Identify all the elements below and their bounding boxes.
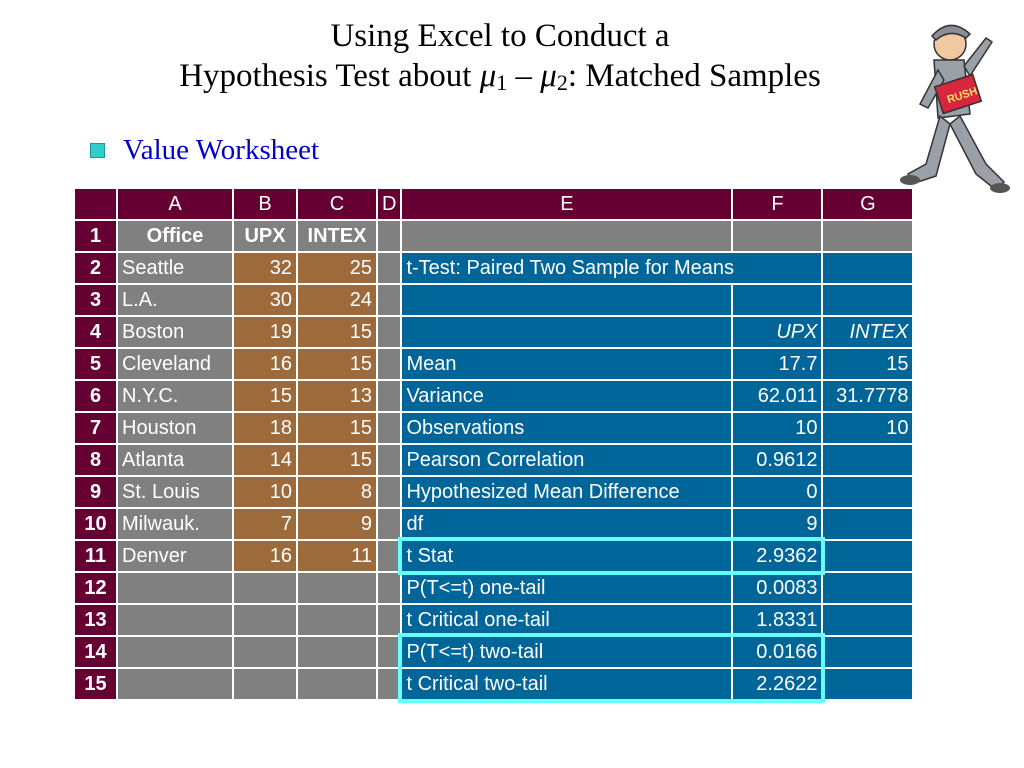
cell-f[interactable] bbox=[733, 285, 821, 315]
row-header[interactable]: 6 bbox=[75, 381, 116, 411]
cell-e[interactable]: t Stat bbox=[402, 541, 731, 571]
cell-g[interactable] bbox=[823, 253, 912, 283]
cell-f[interactable]: 9 bbox=[733, 509, 821, 539]
cell-e[interactable] bbox=[402, 285, 731, 315]
cell-g[interactable]: 31.7778 bbox=[823, 381, 912, 411]
cell-g[interactable]: 10 bbox=[823, 413, 912, 443]
cell-g[interactable] bbox=[823, 669, 912, 699]
row-header[interactable]: 9 bbox=[75, 477, 116, 507]
cell-intex[interactable]: 15 bbox=[298, 413, 376, 443]
cell-office[interactable] bbox=[118, 637, 232, 667]
mu-symbol-1: μ bbox=[479, 58, 497, 94]
bullet-text: Value Worksheet bbox=[123, 133, 320, 166]
cell-f[interactable]: 17.7 bbox=[733, 349, 821, 379]
worksheet-grid bbox=[73, 187, 914, 701]
corner-cell[interactable] bbox=[75, 189, 116, 219]
cell-d[interactable] bbox=[378, 285, 400, 315]
table-row bbox=[75, 445, 912, 475]
cell-intex[interactable] bbox=[298, 669, 376, 699]
cell-g[interactable] bbox=[823, 285, 912, 315]
cell-office[interactable] bbox=[118, 573, 232, 603]
cell-intex[interactable] bbox=[298, 605, 376, 635]
square-bullet-icon bbox=[90, 143, 105, 158]
cell-upx[interactable] bbox=[234, 605, 296, 635]
cell-d[interactable] bbox=[378, 317, 400, 347]
cell-d[interactable] bbox=[378, 509, 400, 539]
cell-g[interactable] bbox=[823, 573, 912, 603]
slide-title bbox=[0, 16, 1000, 96]
subscript-2: 2 bbox=[556, 70, 568, 95]
bullet-item bbox=[90, 132, 319, 168]
cell-e[interactable]: Observations bbox=[402, 413, 731, 443]
cell-upx[interactable]: UPX bbox=[234, 221, 296, 251]
table-row bbox=[75, 317, 912, 347]
cell-upx[interactable]: 7 bbox=[234, 509, 296, 539]
cell-e[interactable]: Hypothesized Mean Difference bbox=[402, 477, 731, 507]
cell-intex[interactable] bbox=[298, 637, 376, 667]
cell-d[interactable] bbox=[378, 445, 400, 475]
cell-upx[interactable] bbox=[234, 669, 296, 699]
cell-intex[interactable]: 9 bbox=[298, 509, 376, 539]
cell-office[interactable]: N.Y.C. bbox=[118, 381, 232, 411]
cell-e[interactable]: Variance bbox=[402, 381, 731, 411]
table-row bbox=[75, 477, 912, 507]
cell-office[interactable]: Boston bbox=[118, 317, 232, 347]
row-header[interactable]: 13 bbox=[75, 605, 116, 635]
title-line-2-prefix: Hypothesis Test about bbox=[179, 58, 480, 94]
column-header-row bbox=[75, 189, 912, 219]
cell-office[interactable]: Atlanta bbox=[118, 445, 232, 475]
cell-intex[interactable]: INTEX bbox=[298, 221, 376, 251]
table-row bbox=[75, 509, 912, 539]
cell-f[interactable]: 10 bbox=[733, 413, 821, 443]
row-header[interactable]: 11 bbox=[75, 541, 116, 571]
cell-office[interactable]: Houston bbox=[118, 413, 232, 443]
table-row bbox=[75, 221, 912, 251]
minus-sign: – bbox=[507, 58, 541, 94]
cell-intex[interactable]: 15 bbox=[298, 445, 376, 475]
cell-d[interactable] bbox=[378, 477, 400, 507]
title-line-2 bbox=[0, 56, 1000, 96]
table-row bbox=[75, 669, 912, 699]
row-header[interactable]: 8 bbox=[75, 445, 116, 475]
cell-upx[interactable]: 16 bbox=[234, 349, 296, 379]
cell-intex[interactable]: 13 bbox=[298, 381, 376, 411]
cell-upx[interactable]: 30 bbox=[234, 285, 296, 315]
table-row bbox=[75, 605, 912, 635]
cell-e[interactable] bbox=[402, 221, 731, 251]
cell-d[interactable] bbox=[378, 253, 400, 283]
cell-office[interactable] bbox=[118, 669, 232, 699]
row-header[interactable]: 3 bbox=[75, 285, 116, 315]
cell-f[interactable] bbox=[733, 221, 821, 251]
cell-d[interactable] bbox=[378, 573, 400, 603]
cell-upx[interactable]: 32 bbox=[234, 253, 296, 283]
row-header[interactable]: 12 bbox=[75, 573, 116, 603]
cell-g[interactable] bbox=[823, 509, 912, 539]
row-header[interactable]: 10 bbox=[75, 509, 116, 539]
cell-intex[interactable] bbox=[298, 573, 376, 603]
cell-f[interactable]: 0.0083 bbox=[733, 573, 821, 603]
table-row bbox=[75, 381, 912, 411]
cell-upx[interactable]: 18 bbox=[234, 413, 296, 443]
cell-f[interactable]: UPX bbox=[733, 317, 821, 347]
column-header-b[interactable]: B bbox=[234, 189, 296, 219]
cell-intex[interactable]: 24 bbox=[298, 285, 376, 315]
column-header-e[interactable]: E bbox=[402, 189, 731, 219]
cell-upx[interactable]: 14 bbox=[234, 445, 296, 475]
cell-upx[interactable]: 19 bbox=[234, 317, 296, 347]
column-header-f[interactable]: F bbox=[733, 189, 821, 219]
cell-e[interactable]: t Critical two-tail bbox=[402, 669, 731, 699]
cell-intex[interactable]: 15 bbox=[298, 349, 376, 379]
column-header-d[interactable]: D bbox=[378, 189, 400, 219]
table-row bbox=[75, 253, 912, 283]
running-mail-carrier-icon bbox=[898, 14, 1010, 200]
cell-f[interactable]: 0 bbox=[733, 477, 821, 507]
subscript-1: 1 bbox=[496, 70, 508, 95]
column-header-c[interactable]: C bbox=[298, 189, 376, 219]
column-header-g[interactable]: G bbox=[823, 189, 912, 219]
mu-symbol-2: μ bbox=[540, 58, 557, 94]
cell-g[interactable]: INTEX bbox=[823, 317, 912, 347]
row-header[interactable]: 7 bbox=[75, 413, 116, 443]
cell-f[interactable]: 2.2622 bbox=[733, 669, 821, 699]
cell-f[interactable]: 0.0166 bbox=[733, 637, 821, 667]
row-header[interactable]: 14 bbox=[75, 637, 116, 667]
cell-g[interactable] bbox=[823, 477, 912, 507]
cell-d[interactable] bbox=[378, 637, 400, 667]
cell-office[interactable]: Denver bbox=[118, 541, 232, 571]
cell-g[interactable] bbox=[823, 541, 912, 571]
table-row bbox=[75, 573, 912, 603]
cell-e[interactable]: P(T<=t) two-tail bbox=[402, 637, 731, 667]
table-row bbox=[75, 349, 912, 379]
cell-d[interactable] bbox=[378, 541, 400, 571]
cell-g[interactable] bbox=[823, 637, 912, 667]
cell-g[interactable] bbox=[823, 221, 912, 251]
cell-g[interactable] bbox=[823, 605, 912, 635]
cell-g[interactable]: 15 bbox=[823, 349, 912, 379]
cell-d[interactable] bbox=[378, 605, 400, 635]
cell-office[interactable]: St. Louis bbox=[118, 477, 232, 507]
cell-intex[interactable]: 15 bbox=[298, 317, 376, 347]
cell-upx[interactable] bbox=[234, 573, 296, 603]
cell-e[interactable]: Mean bbox=[402, 349, 731, 379]
cell-e[interactable]: P(T<=t) one-tail bbox=[402, 573, 731, 603]
cell-e[interactable]: t Critical one-tail bbox=[402, 605, 731, 635]
cell-e[interactable] bbox=[402, 317, 731, 347]
cell-intex[interactable]: 25 bbox=[298, 253, 376, 283]
table-row bbox=[75, 413, 912, 443]
cell-office[interactable]: Cleveland bbox=[118, 349, 232, 379]
cell-f[interactable]: 2.9362 bbox=[733, 541, 821, 571]
cell-d[interactable] bbox=[378, 669, 400, 699]
clipart-badge-text: RUSH bbox=[945, 85, 980, 107]
title-line-1: Using Excel to Conduct a bbox=[330, 18, 670, 54]
table-row bbox=[75, 285, 912, 315]
cell-f[interactable]: 0.9612 bbox=[733, 445, 821, 475]
cell-f[interactable]: 62.011 bbox=[733, 381, 821, 411]
cell-upx[interactable]: 15 bbox=[234, 381, 296, 411]
cell-upx[interactable] bbox=[234, 637, 296, 667]
cell-office[interactable]: Seattle bbox=[118, 253, 232, 283]
cell-d[interactable] bbox=[378, 349, 400, 379]
table-row bbox=[75, 637, 912, 667]
cell-upx[interactable]: 16 bbox=[234, 541, 296, 571]
title-line-2-suffix: : Matched Samples bbox=[567, 58, 821, 94]
cell-intex[interactable]: 11 bbox=[298, 541, 376, 571]
cell-d[interactable] bbox=[378, 221, 400, 251]
cell-d[interactable] bbox=[378, 381, 400, 411]
cell-d[interactable] bbox=[378, 413, 400, 443]
cell-upx[interactable]: 10 bbox=[234, 477, 296, 507]
cell-intex[interactable]: 8 bbox=[298, 477, 376, 507]
row-header[interactable]: 2 bbox=[75, 253, 116, 283]
cell-g[interactable] bbox=[823, 445, 912, 475]
cell-office[interactable]: L.A. bbox=[118, 285, 232, 315]
row-header[interactable]: 15 bbox=[75, 669, 116, 699]
row-header[interactable]: 5 bbox=[75, 349, 116, 379]
column-header-a[interactable]: A bbox=[118, 189, 232, 219]
cell-office[interactable] bbox=[118, 605, 232, 635]
cell-f[interactable]: 1.8331 bbox=[733, 605, 821, 635]
row-header[interactable]: 1 bbox=[75, 221, 116, 251]
row-header[interactable]: 4 bbox=[75, 317, 116, 347]
cell-office[interactable]: Office bbox=[118, 221, 232, 251]
cell-e[interactable]: Pearson Correlation bbox=[402, 445, 731, 475]
cell-office[interactable]: Milwauk. bbox=[118, 509, 232, 539]
cell-e[interactable]: df bbox=[402, 509, 731, 539]
cell-e[interactable]: t-Test: Paired Two Sample for Means bbox=[402, 253, 821, 283]
table-row bbox=[75, 541, 912, 571]
